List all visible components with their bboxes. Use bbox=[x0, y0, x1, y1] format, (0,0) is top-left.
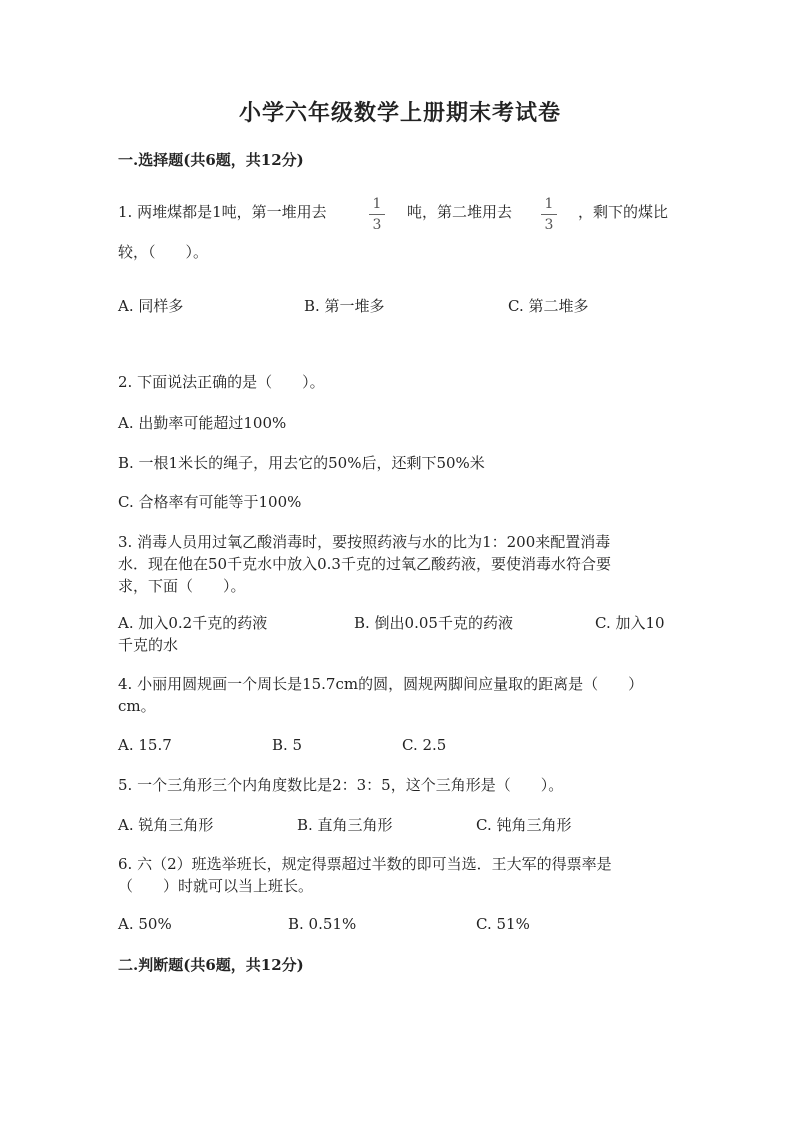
question-3-line1: 3. 消毒人员用过氧乙酸消毒时，要按照药液与水的比为1：200来配置消毒 bbox=[118, 533, 611, 551]
question-6-line2: （ ）时就可以当上班长。 bbox=[118, 877, 314, 895]
fraction-denominator: 3 bbox=[372, 217, 382, 233]
question-1-text-part2: 吨，第二堆用去 bbox=[407, 203, 513, 221]
option-b: B. 直角三角形 bbox=[297, 816, 393, 834]
question-1-text-part3: ，剩下的煤比 bbox=[578, 203, 669, 221]
option-c: C. 钝角三角形 bbox=[476, 816, 572, 834]
option-c: C. 第二堆多 bbox=[508, 297, 589, 315]
fraction-denominator: 3 bbox=[544, 217, 554, 233]
question-3-line2: 水．现在他在50千克水中放入0.3千克的过氧乙酸药液，要使消毒水符合要 bbox=[118, 555, 611, 573]
option-a: A. 加入0.2千克的药液 bbox=[118, 614, 268, 632]
question-4-line1: 4. 小丽用圆规画一个周长是15.7cm的圆，圆规两脚间应量取的距离是（ ） bbox=[118, 675, 644, 693]
option-a: A. 50% bbox=[118, 915, 172, 933]
question-6-line1: 6. 六（2）班选举班长，规定得票超过半数的即可当选．王大军的得票率是 bbox=[118, 855, 612, 873]
question-1-text-part1: 1. 两堆煤都是1吨，第一堆用去 bbox=[118, 203, 327, 221]
option-c-continued: 千克的水 bbox=[118, 636, 179, 654]
question-5-stem: 5. 一个三角形三个内角度数比是2：3：5，这个三角形是（ ）。 bbox=[118, 776, 564, 794]
option-c: C. 2.5 bbox=[402, 736, 447, 754]
fraction-bar bbox=[541, 214, 557, 215]
section-heading-choice: 一.选择题(共6题，共12分) bbox=[118, 151, 304, 169]
question-1-text-line2: 较，（ ）。 bbox=[118, 243, 209, 261]
fraction-one-third bbox=[367, 196, 387, 233]
option-b: B. 0.51% bbox=[288, 915, 357, 933]
option-a: A. 出勤率可能超过100% bbox=[118, 414, 287, 432]
fraction-one-third bbox=[539, 196, 559, 233]
page-title: 小学六年级数学上册期末考试卷 bbox=[238, 100, 561, 126]
option-c: C. 加入10 bbox=[595, 614, 665, 632]
option-a: A. 同样多 bbox=[118, 297, 184, 315]
section-heading-true-false: 二.判断题(共6题，共12分) bbox=[118, 956, 304, 974]
option-c: C. 合格率有可能等于100% bbox=[118, 493, 302, 511]
question-2-stem: 2. 下面说法正确的是（ ）。 bbox=[118, 373, 325, 391]
option-b: B. 5 bbox=[272, 736, 303, 754]
fraction-bar bbox=[369, 214, 385, 215]
option-c: C. 51% bbox=[476, 915, 530, 933]
fraction-numerator: 1 bbox=[544, 196, 554, 212]
option-a: A. 锐角三角形 bbox=[118, 816, 214, 834]
question-4-line2: cm。 bbox=[118, 697, 156, 715]
option-b: B. 一根1米长的绳子，用去它的50%后，还剩下50%米 bbox=[118, 454, 485, 472]
option-a: A. 15.7 bbox=[118, 736, 172, 754]
option-b: B. 第一堆多 bbox=[304, 297, 385, 315]
fraction-numerator: 1 bbox=[372, 196, 382, 212]
option-b: B. 倒出0.05千克的药液 bbox=[354, 614, 513, 632]
question-3-line3: 求，下面（ ）。 bbox=[118, 577, 246, 595]
